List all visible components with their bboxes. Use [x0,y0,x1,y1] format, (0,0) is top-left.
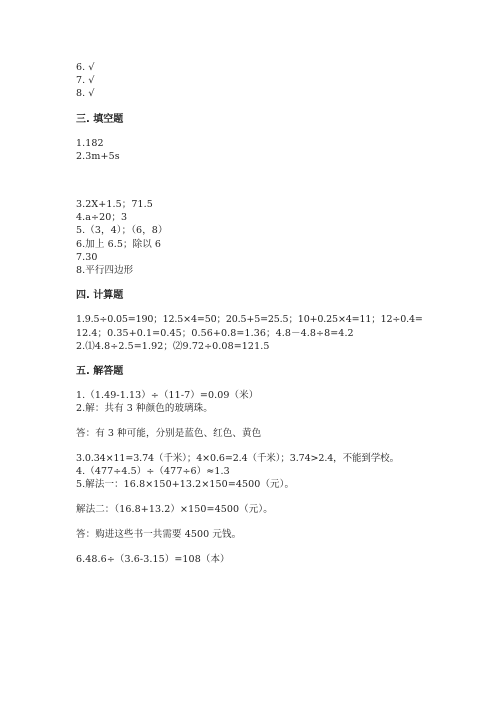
answer-line: 6.48.6÷（3.6-3.15）=108（本） [76,554,230,565]
answer-line: 8.平行四边形 [76,265,134,276]
answer-line: 2.解：共有 3 种颜色的玻璃珠。 [76,403,213,414]
answer-line: 12.4；0.35+0.1=0.45；0.56+0.8=1.36；4.8－4.8÷8=4.2 [76,328,354,339]
answer-line: 答：有 3 种可能，分别是蓝色、红色、黄色 [76,428,262,439]
answer-line: 1.（1.49-1.13）÷（11-7）=0.09（米） [76,390,259,401]
answer-line: 7.30 [76,252,98,263]
answer-line: 5.（3，4）；（6，8） [76,225,168,236]
answer-line: 1.182 [76,138,104,149]
answer-line: 8. √ [76,88,95,99]
answer-line: 1.9.5÷0.05=190；12.5×4=50；20.5+5=25.5；10+0.25×4=11；12÷0.4= [76,314,423,325]
answer-line: 2.⑴4.8÷2.5=1.92；⑵9.72÷0.08=121.5 [76,341,270,352]
section-heading-calculation: 四. 计算题 [76,290,124,301]
answer-line: 5.解法一：16.8×150+13.2×150=4500（元）。 [76,479,295,490]
answer-line: 4.a÷20；3 [76,212,128,223]
answer-line: 3.0.34×11=3.74（千米）；4×0.6=2.4（千米）；3.74>2.4，不能到学校。 [76,453,399,464]
answer-line: 2.3m+5s [76,151,120,162]
answer-line: 7. √ [76,75,95,86]
answer-line: 4.（477÷4.5）÷（477÷6）≈1.3 [76,466,230,477]
answer-line: 3.2X+1.5；71.5 [76,199,153,210]
section-heading-fill-blank: 三. 填空题 [76,114,124,125]
answer-line: 答：购进这些书一共需要 4500 元钱。 [76,529,242,540]
section-heading-word-problems: 五. 解答题 [76,366,124,377]
answer-line: 6. √ [76,62,95,73]
answer-line: 6.加上 6.5；除以 6 [76,239,162,250]
answer-line: 解法二：（16.8+13.2）×150=4500（元）。 [76,504,273,515]
